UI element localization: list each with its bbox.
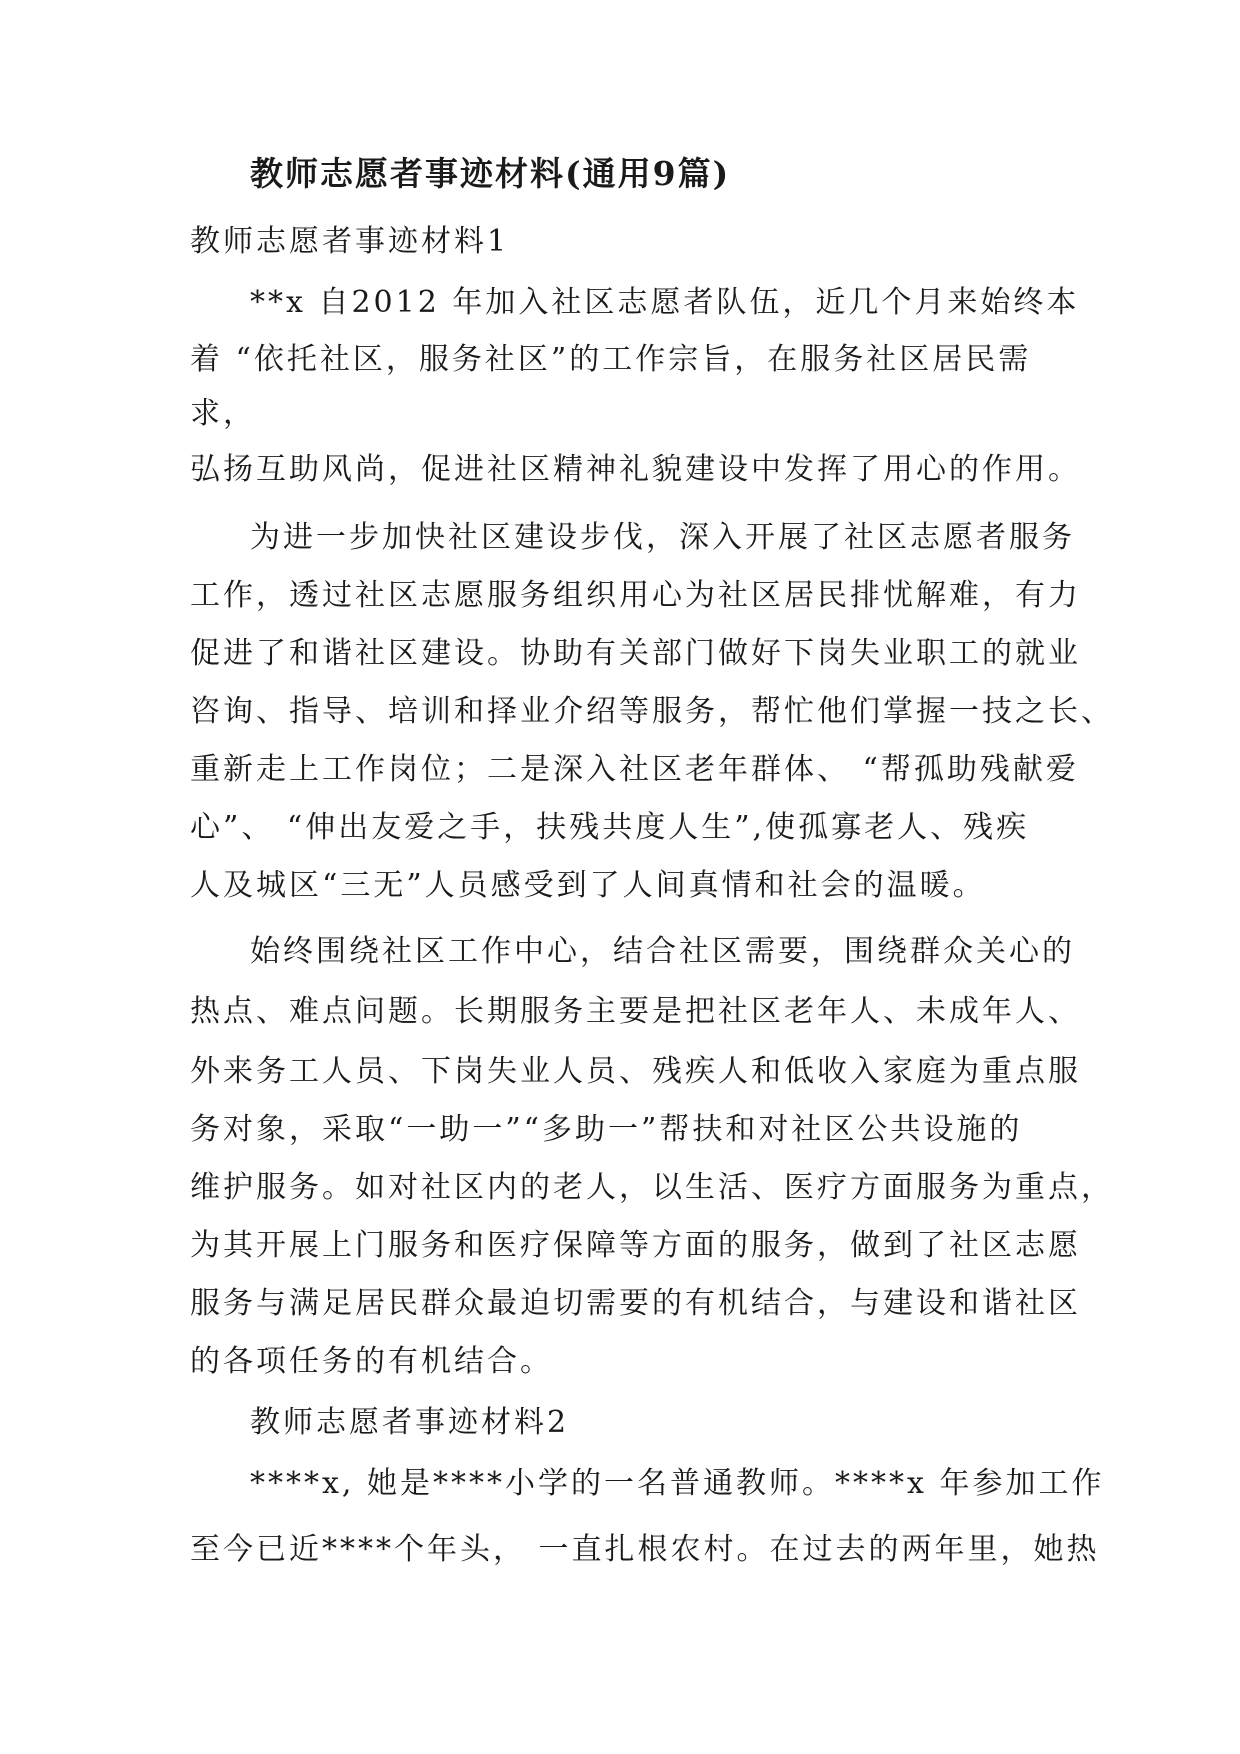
paragraph-line: 人及城区“三无”人员感受到了人间真情和社会的温暖。 [190,868,986,903]
paragraph-line: 重新走上工作岗位；二是深入社区老年群体、 “帮孤助残献爱 [190,752,1079,787]
paragraph-line: 心”、 “伸出友爱之手，扶残共度人生”,使孤寡老人、残疾 [190,810,1030,845]
paragraph-line: 维护服务。如对社区内的老人，以生活、医疗方面服务为重点， [190,1170,1114,1205]
section-heading-2: 教师志愿者事迹材料2 [250,1405,570,1440]
paragraph-line: 促进了和谐社区建设。协助有关部门做好下岗失业职工的就业 [190,636,1081,671]
paragraph-line: ****x, 她是****小学的一名普通教师。****x 年参加工作 [250,1466,1105,1501]
paragraph-line: 至今已近****个年头， 一直扎根农村。在过去的两年里，她热 [190,1532,1100,1567]
paragraph-line: **x 自2012 年加入社区志愿者队伍，近几个月来始终本 [250,285,1080,320]
section-heading-1: 教师志愿者事迹材料1 [190,224,510,259]
paragraph-line: 热点、难点问题。长期服务主要是把社区老年人、未成年人、 [190,994,1081,1029]
paragraph-line: 为其开展上门服务和医疗保障等方面的服务，做到了社区志愿 [190,1228,1081,1263]
paragraph-line: 始终围绕社区工作中心，结合社区需要，围绕群众关心的 [250,934,1075,969]
paragraph-line: 求， [190,396,256,431]
paragraph-line: 着 “依托社区，服务社区”的工作宗旨，在服务社区居民需 [190,342,1032,377]
paragraph-line: 咨询、指导、培训和择业介绍等服务，帮忙他们掌握一技之长、 [190,694,1114,729]
paragraph-line: 外来务工人员、下岗失业人员、残疾人和低收入家庭为重点服 [190,1054,1081,1089]
document-title: 教师志愿者事迹材料(通用9篇) [250,154,731,193]
paragraph-line: 的各项任务的有机结合。 [190,1344,553,1379]
paragraph-line: 弘扬互助风尚，促进社区精神礼貌建设中发挥了用心的作用。 [190,452,1081,487]
paragraph-line: 工作，透过社区志愿服务组织用心为社区居民排忧解难，有力 [190,578,1081,613]
paragraph-line: 服务与满足居民群众最迫切需要的有机结合，与建设和谐社区 [190,1286,1081,1321]
paragraph-line: 为进一步加快社区建设步伐，深入开展了社区志愿者服务 [250,520,1075,555]
paragraph-line: 务对象，采取“一助一”“多助一”帮扶和对社区公共设施的 [190,1112,1023,1147]
